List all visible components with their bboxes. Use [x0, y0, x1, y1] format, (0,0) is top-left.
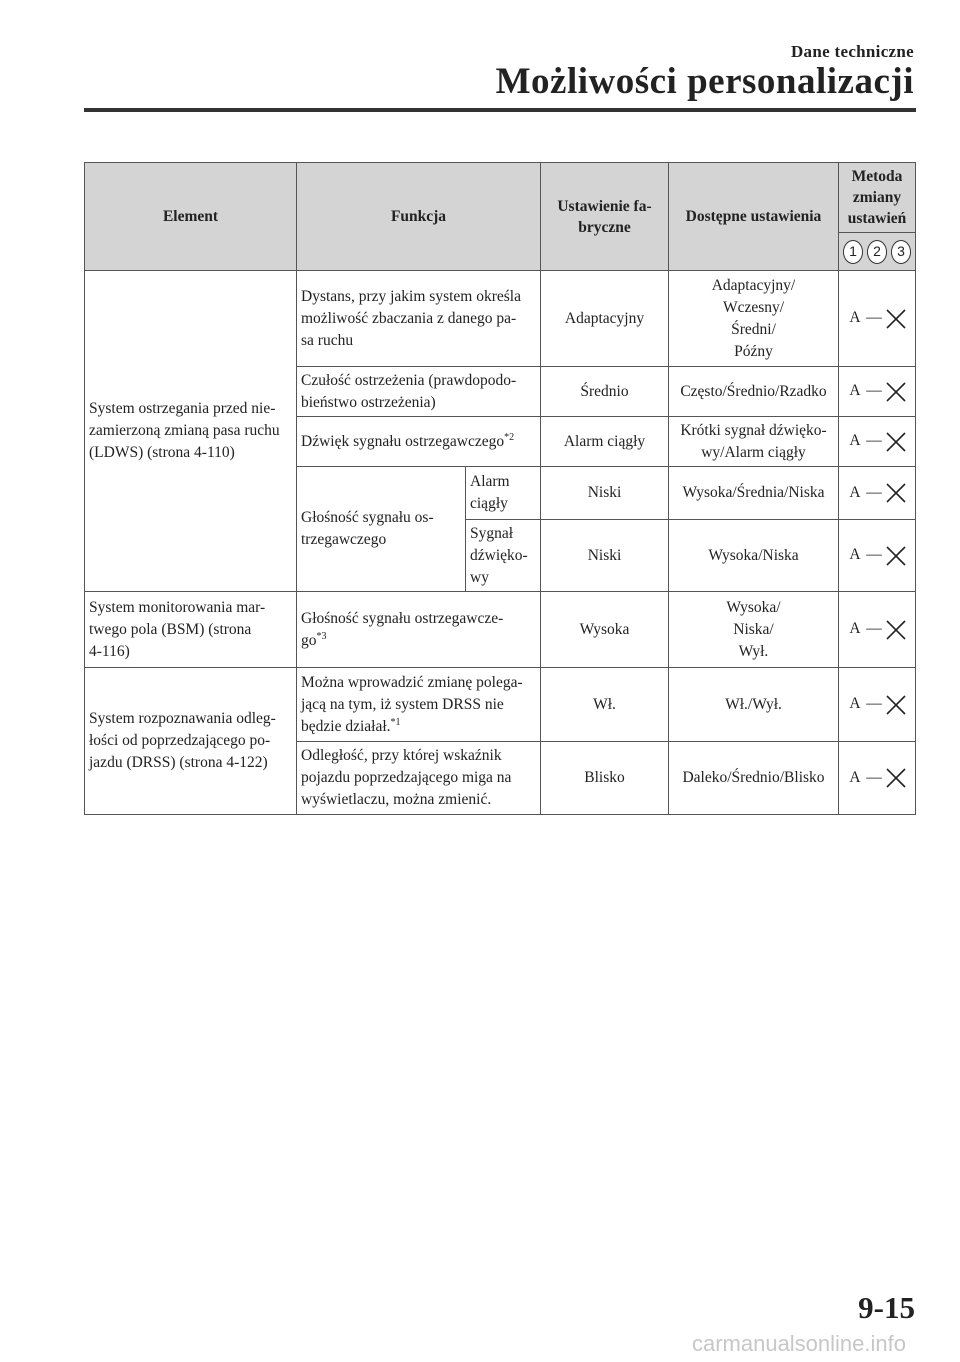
- method-cell: [839, 520, 916, 592]
- cross-icon: [883, 765, 909, 791]
- method-cell: [839, 367, 916, 417]
- method-a: A: [849, 483, 861, 501]
- method-dash: —: [866, 768, 882, 786]
- function-cell: Można wprowadzić zmianę polega- jącą na tym, iż system DRSS nie będzie działał.$^{*1}$: [297, 668, 541, 742]
- method-dash: —: [866, 432, 882, 450]
- method-a: A: [849, 620, 861, 638]
- method-cell: [839, 668, 916, 742]
- method-a: A: [849, 432, 861, 450]
- sub-function-cell: Sygnał dźwięko- wy: [466, 520, 541, 592]
- factory-cell: Średnio: [541, 367, 669, 417]
- factory-cell: Wysoka: [541, 592, 669, 668]
- function-cell: Czułość ostrzeżenia (prawdopodo- bieństwo ostrzeżenia): [297, 367, 541, 417]
- method-dash: —: [866, 620, 882, 638]
- function-cell: Dystans, przy jakim system określa możliwość zbaczania z danego pa- sa ruchu: [297, 271, 541, 367]
- col-header-function: Funkcja: [297, 163, 541, 271]
- method-dash: —: [866, 546, 882, 564]
- factory-cell: Blisko: [541, 742, 669, 815]
- page-title: Możliwości personalizacji: [495, 61, 914, 102]
- method-dash: —: [866, 309, 882, 327]
- available-cell: Często/Średnio/Rzadko: [669, 367, 839, 417]
- method-a: A: [849, 382, 861, 400]
- circle-2-icon: 2: [867, 240, 887, 264]
- factory-cell: Niski: [541, 520, 669, 592]
- table-row: [85, 668, 916, 742]
- table-row: [85, 592, 916, 668]
- available-cell: Daleko/Średnio/Blisko: [669, 742, 839, 815]
- function-cell: Odległość, przy której wskaźnik pojazdu poprzedzającego miga na wyświetlaczu, można zmienić.: [297, 742, 541, 815]
- method-cell: [839, 742, 916, 815]
- circle-1-icon: 1: [843, 240, 863, 264]
- method-dash: —: [866, 382, 882, 400]
- cross-icon: [883, 480, 909, 506]
- cross-icon: [883, 306, 909, 332]
- header-divider: [84, 108, 916, 112]
- method-icons: [839, 233, 916, 271]
- footnote-marker: *3: [316, 630, 327, 642]
- method-cell: [839, 592, 916, 668]
- factory-cell: Wł.: [541, 668, 669, 742]
- available-cell: Wł./Wył.: [669, 668, 839, 742]
- factory-cell: Adaptacyjny: [541, 271, 669, 367]
- col-header-factory: Ustawienie fa- bryczne: [541, 163, 669, 271]
- footnote-marker: *1: [390, 716, 401, 728]
- method-cell: [839, 271, 916, 367]
- cross-icon: [883, 543, 909, 569]
- circle-3-icon: 3: [891, 240, 911, 264]
- function-cell: Głośność sygnału ostrzegawcze- $go^{*3}$: [297, 592, 541, 668]
- available-cell: Wysoka/Niska: [669, 520, 839, 592]
- method-cell: [839, 467, 916, 520]
- available-cell: Wysoka/Średnia/Niska: [669, 467, 839, 520]
- table-row: [85, 271, 916, 367]
- method-dash: —: [866, 483, 882, 501]
- available-cell: Wysoka/ Niska/ Wył.: [669, 592, 839, 668]
- function-cell: Dźwięk sygnału ostrzegawczego$^{*2}$: [297, 417, 541, 467]
- col-header-available: Dostępne ustawienia: [669, 163, 839, 271]
- factory-cell: Niski: [541, 467, 669, 520]
- method-a: A: [849, 309, 861, 327]
- available-cell: Krótki sygnał dźwięko- wy/Alarm ciągły: [669, 417, 839, 467]
- col-header-element: Element: [85, 163, 297, 271]
- function-cell: Głośność sygnału os- trzegawczego: [297, 467, 466, 592]
- available-cell: Adaptacyjny/ Wczesny/ Średni/ Późny: [669, 271, 839, 367]
- col-header-method: Metoda zmiany ustawień: [839, 163, 916, 233]
- cross-icon: [883, 379, 909, 405]
- method-cell: [839, 417, 916, 467]
- header-section: Dane techniczne: [790, 42, 914, 61]
- method-a: A: [849, 768, 861, 786]
- cross-icon: [883, 429, 909, 455]
- element-cell: System rozpoznawania odleg- łości od poprzedzającego po- jazdu (DRSS) (strona 4-122): [85, 668, 297, 815]
- method-a: A: [849, 546, 861, 564]
- cross-icon: [883, 617, 909, 643]
- footnote-marker: *2: [504, 431, 515, 443]
- element-cell: System monitorowania mar- twego pola (BSM) (strona 4-116): [85, 592, 297, 668]
- personalization-table: [84, 162, 916, 815]
- factory-cell: Alarm ciągły: [541, 417, 669, 467]
- method-dash: —: [866, 695, 882, 713]
- watermark: carmanualsonline.info: [691, 1331, 906, 1356]
- element-cell: System ostrzegania przed nie- zamierzoną zmianą pasa ruchu (LDWS) (strona 4-110): [85, 271, 297, 592]
- method-a: A: [849, 695, 861, 713]
- sub-function-cell: Alarm ciągły: [466, 467, 541, 520]
- page-number: 9-15: [858, 1290, 915, 1325]
- cross-icon: [883, 692, 909, 718]
